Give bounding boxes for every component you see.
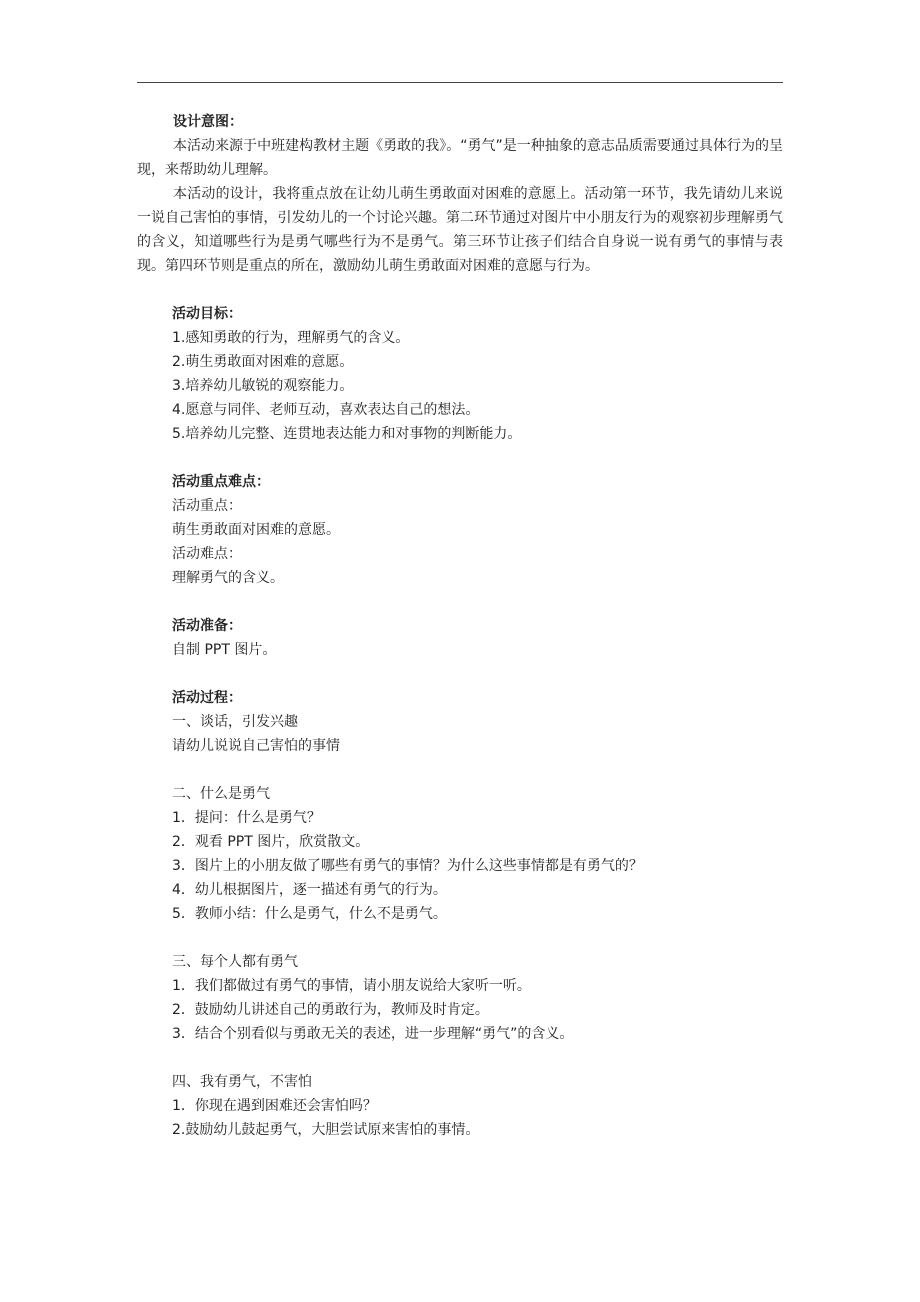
key-points-line: 活动重点： xyxy=(172,498,242,514)
process-section-title: 三、每个人都有勇气 xyxy=(172,954,298,970)
process-item: 3．图片上的小朋友做了哪些有勇气的事情？为什么这些事情都是有勇气的？ xyxy=(172,858,643,874)
process-section-title: 四、我有勇气，不害怕 xyxy=(172,1074,312,1090)
goal-item: 5.培养幼儿完整、连贯地表达能力和对事物的判断能力。 xyxy=(172,426,522,442)
key-points-line: 萌生勇敢面对困难的意愿。 xyxy=(172,522,340,538)
goals-heading: 活动目标： xyxy=(172,306,242,322)
process-item: 1．我们都做过有勇气的事情，请小朋友说给大家听一听。 xyxy=(172,978,531,994)
process-item: 4．幼儿根据图片，逐一描述有勇气的行为。 xyxy=(172,882,447,898)
design-intent-paragraph-1: 本活动来源于中班建构教材主题《勇敢的我》。“勇气”是一种抽象的意志品质需要通过具体行为的呈现，来帮助幼儿理解。 xyxy=(137,138,783,178)
key-points-line: 活动难点： xyxy=(172,546,242,562)
goal-item: 4.愿意与同伴、老师互动，喜欢表达自己的想法。 xyxy=(172,402,480,418)
key-points-heading: 活动重点难点： xyxy=(172,474,270,490)
process-item: 请幼儿说说自己害怕的事情 xyxy=(172,738,340,754)
goal-item: 2.萌生勇敢面对困难的意愿。 xyxy=(172,354,354,370)
document-body xyxy=(137,110,783,1142)
process-section-title: 二、什么是勇气 xyxy=(172,786,270,802)
design-intent-heading: 设计意图： xyxy=(173,114,243,130)
preparation-heading: 活动准备： xyxy=(172,618,242,634)
goal-item: 1.感知勇敢的行为，理解勇气的含义。 xyxy=(172,330,410,346)
process-item: 1．你现在遇到困难还会害怕吗？ xyxy=(172,1098,377,1114)
header-rule xyxy=(137,82,783,83)
process-item: 3．结合个别看似与勇敢无关的表述，进一步理解“勇气”的含义。 xyxy=(172,1026,574,1042)
preparation-text: 自制 PPT 图片。 xyxy=(172,642,277,658)
process-item: 1．提问：什么是勇气？ xyxy=(172,810,321,826)
process-item: 2.鼓励幼儿鼓起勇气，大胆尝试原来害怕的事情。 xyxy=(172,1122,480,1138)
key-points-line: 理解勇气的含义。 xyxy=(172,570,284,586)
process-item: 5．教师小结：什么是勇气，什么不是勇气。 xyxy=(172,906,447,922)
process-item: 2．鼓励幼儿讲述自己的勇敢行为，教师及时肯定。 xyxy=(172,1002,489,1018)
process-heading: 活动过程： xyxy=(172,690,242,706)
design-intent-paragraph-2: 本活动的设计，我将重点放在让幼儿萌生勇敢面对困难的意愿上。活动第一环节，我先请幼儿来说一说自己害怕的事情，引发幼儿的一个讨论兴趣。第二环节通过对图片中小朋友行为的观察初步理解勇气的含义，知道哪些行为是勇气哪些行为不是勇气。第三环节让孩子们结合自身说一说有勇气的事情与表现。第四环节则是重点的所在，激励幼儿萌生勇敢面对困难的意愿与行为。 xyxy=(137,186,783,274)
process-section-title: 一、谈话，引发兴趣 xyxy=(172,714,298,730)
process-item: 2．观看 PPT 图片，欣赏散文。 xyxy=(172,834,370,850)
goal-item: 3.培养幼儿敏锐的观察能力。 xyxy=(172,378,354,394)
